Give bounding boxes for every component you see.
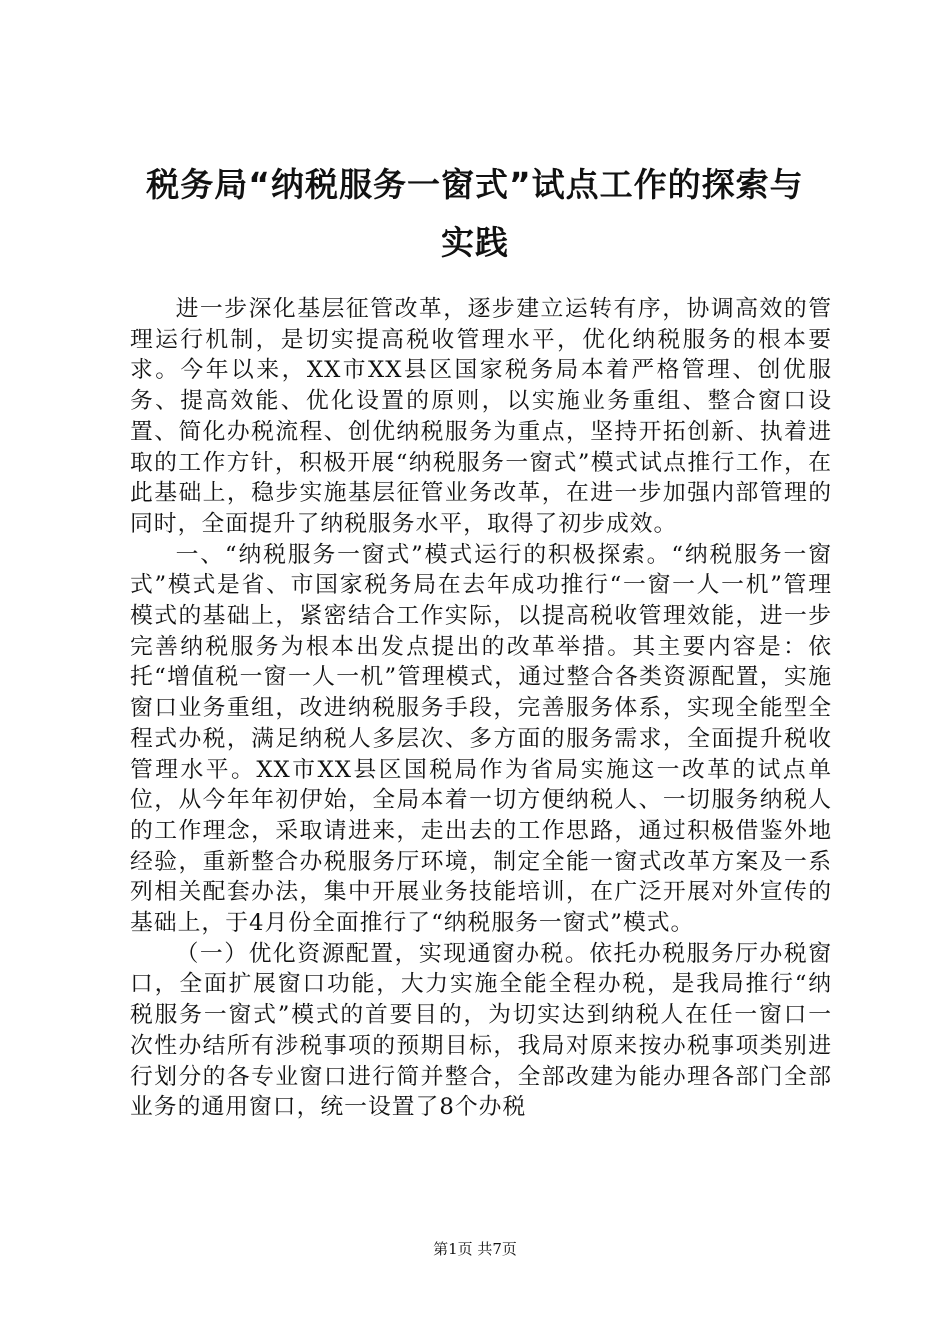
- paragraph-section-1: 一、“纳税服务一窗式”模式运行的积极探索。“纳税服务一窗式”模式是省、市国家税务局在去年成功推行“一窗一人一机”管理模式的基础上，紧密结合工作实际，以提高税收管理效能，进一步完善纳税服务为根本出发点提出的改革举措。其主要内容是：依托“增值税一窗一人一机”管理模式，通过整合各类资源配置，实施窗口业务重组，改进纳税服务手段，完善服务体系，实现全能型全程式办税，满足纳税人多层次、多方面的服务需求，全面提升税收管理水平。XX市XX县区国税局作为省局实施这一改革的试点单位，从今年年初伊始，全局本着一切方便纳税人、一切服务纳税人的工作理念，采取请进来，走出去的工作思路，通过积极借鉴外地经验，重新整合办税服务厅环境，制定全能一窗式改革方案及一系列相关配套办法，集中开展业务技能培训，在广泛开展对外宣传的基础上，于4月份全面推行了“纳税服务一窗式”模式。: [130, 541, 832, 937]
- paragraph-subsection-1: （一）优化资源配置，实现通窗办税。依托办税服务厅办税窗口，全面扩展窗口功能，大力实施全能全程办税，是我局推行“纳税服务一窗式”模式的首要目的，为切实达到纳税人在任一窗口一次性办结所有涉税事项的预期目标，我局对原来按办税事项类别进行划分的各专业窗口进行简并整合，全部改建为能办理各部门全部业务的通用窗口，统一设置了8个办税: [130, 940, 832, 1121]
- title-line-2: 实践: [441, 223, 509, 262]
- document-body: [130, 294, 832, 1123]
- document-title: [120, 156, 830, 272]
- paragraph-intro: 进一步深化基层征管改革，逐步建立运转有序，协调高效的管理运行机制，是切实提高税收管理水平，优化纳税服务的根本要求。今年以来，XX市XX县区国家税务局本着严格管理、创优服务、提高效能、优化设置的原则，以实施业务重组、整合窗口设置、简化办税流程、创优纳税服务为重点，坚持开拓创新、执着进取的工作方针，积极开展“纳税服务一窗式”模式试点推行工作，在此基础上，稳步实施基层征管业务改革，在进一步加强内部管理的同时，全面提升了纳税服务水平，取得了初步成效。: [130, 296, 832, 537]
- page-footer: 第1页 共7页: [433, 1240, 517, 1258]
- title-line-1: 税务局“纳税服务一窗式”试点工作的探索与: [146, 165, 804, 204]
